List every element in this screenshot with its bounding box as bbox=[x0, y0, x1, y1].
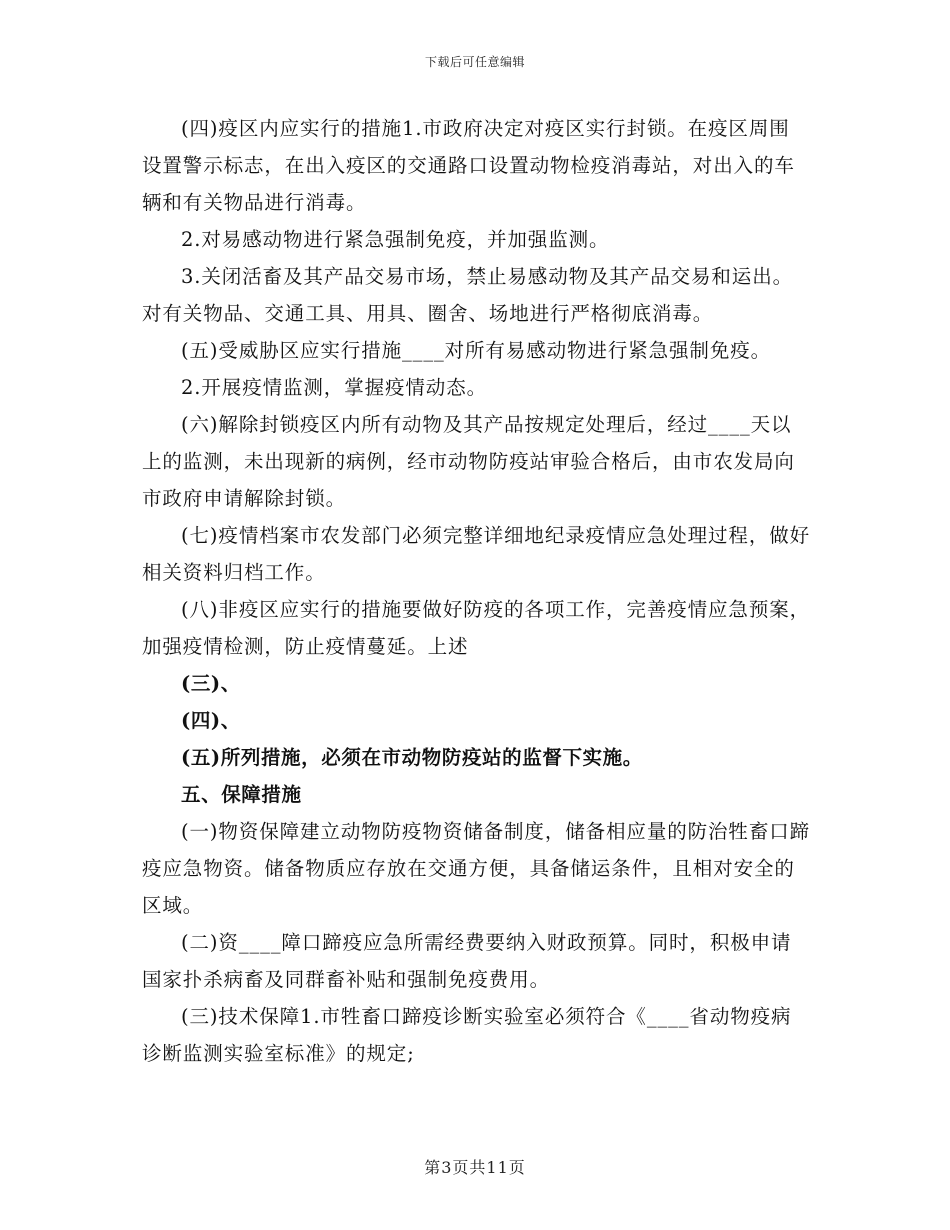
paragraph-lift-blockade: (六)解除封锁疫区内所有动物及其产品按规定处理后，经过____天以上的监测，未出现新的病例，经市动物防疫站审验合格后，由市农发局向市政府申请解除封锁。 bbox=[142, 413, 795, 510]
section-heading-safeguards: 五、保障措施 bbox=[181, 783, 302, 806]
paragraph-material-support: (一)物资保障建立动物防疫物资储备制度，储备相应量的防治牲畜口蹄疫应急物资。储备物质应存放在交通方便，具备储运条件，且相对安全的区域。 bbox=[142, 820, 811, 917]
paragraph-item-three: (三)、 bbox=[181, 672, 241, 695]
paragraph-threatened-zone: (五)受威胁区应实行措施____对所有易感动物进行紧急强制免疫。 bbox=[181, 339, 772, 362]
paragraph-item-five: (五)所列措施，必须在市动物防疫站的监督下实施。 bbox=[181, 746, 643, 769]
paragraph-epidemic-zone-measures: (四)疫区内应实行的措施1.市政府决定对疫区实行封锁。在疫区周围设置警示标志，在出入疫区的交通路口设置动物检疫消毒站，对出入的车辆和有关物品进行消毒。 bbox=[142, 117, 795, 214]
paragraph-close-markets: 3.关闭活畜及其产品交易市场，禁止易感动物及其产品交易和运出。对有关物品、交通工具、用具、圈舍、场地进行严格彻底消毒。 bbox=[142, 265, 794, 325]
paragraph-technical-support: (三)技术保障1.市牲畜口蹄疫诊断实验室必须符合《____省动物疫病诊断监测实验室标准》的规定; bbox=[142, 1005, 792, 1065]
paragraph-emergency-immunization: 2.对易感动物进行紧急强制免疫，并加强监测。 bbox=[181, 228, 610, 251]
paragraph-funding-support: (二)资____障口蹄疫应急所需经费要纳入财政预算。同时，积极申请国家扑杀病畜及同群畜补贴和强制免疫费用。 bbox=[142, 931, 792, 991]
paragraph-non-epidemic-zone: (八)非疫区应实行的措施要做好防疫的各项工作，完善疫情应急预案，加强疫情检测，防止疫情蔓延。上述 bbox=[142, 598, 811, 658]
page-number: 第3页共11页 bbox=[424, 1158, 526, 1177]
page-header: 下载后可任意编辑 bbox=[424, 55, 525, 69]
paragraph-epidemic-archive: (七)疫情档案市农发部门必须完整详细地纪录疫情应急处理过程，做好相关资料归档工作。 bbox=[142, 524, 811, 584]
document-body bbox=[142, 110, 810, 1072]
paragraph-monitoring: 2.开展疫情监测，掌握疫情动态。 bbox=[181, 376, 488, 399]
paragraph-item-four: (四)、 bbox=[181, 709, 241, 732]
